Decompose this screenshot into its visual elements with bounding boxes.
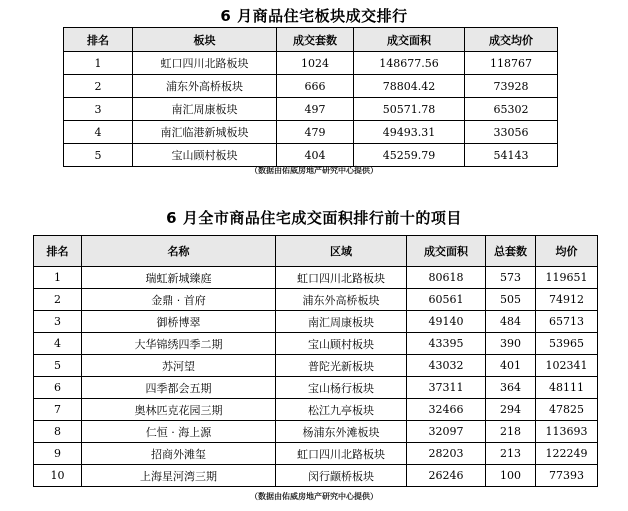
cell-total-units: 364 — [486, 377, 536, 399]
cell-region: 杨浦东外滩板块 — [276, 421, 407, 443]
table-row — [34, 399, 598, 421]
table-row — [64, 98, 558, 121]
cell-region: 普陀光新板块 — [276, 355, 407, 377]
cell-total-units: 100 — [486, 465, 536, 487]
cell-total-units: 401 — [486, 355, 536, 377]
table-row — [34, 377, 598, 399]
header-total-units: 总套数 — [486, 236, 536, 267]
header-avg-price: 成交均价 — [465, 28, 558, 52]
cell-area: 148677.56 — [354, 52, 465, 75]
header-area-region: 区域 — [276, 236, 407, 267]
header-area: 成交面积 — [354, 28, 465, 52]
table-row — [34, 333, 598, 355]
cell-rank: 2 — [34, 289, 82, 311]
table-row — [34, 311, 598, 333]
cell-name: 御桥博翠 — [82, 311, 276, 333]
cell-region: 宝山顾村板块 — [276, 333, 407, 355]
table-row — [34, 267, 598, 289]
table-header-row — [34, 236, 598, 267]
cell-avg-price: 118767 — [465, 52, 558, 75]
header-units: 成交套数 — [277, 28, 354, 52]
cell-block: 虹口四川北路板块 — [133, 52, 277, 75]
cell-region: 南汇周康板块 — [276, 311, 407, 333]
cell-avg-price: 77393 — [536, 465, 598, 487]
header-block: 板块 — [133, 28, 277, 52]
table-header-row — [64, 28, 558, 52]
cell-area: 80618 — [407, 267, 486, 289]
cell-region: 虹口四川北路板块 — [276, 267, 407, 289]
block-ranking-table — [63, 27, 558, 167]
table-row — [34, 355, 598, 377]
cell-area: 60561 — [407, 289, 486, 311]
cell-avg-price: 53965 — [536, 333, 598, 355]
cell-avg-price: 48111 — [536, 377, 598, 399]
cell-area: 45259.79 — [354, 144, 465, 167]
cell-rank: 2 — [64, 75, 133, 98]
header-rank: 排名 — [64, 28, 133, 52]
cell-block: 宝山顾村板块 — [133, 144, 277, 167]
cell-rank: 3 — [34, 311, 82, 333]
cell-region: 浦东外高桥板块 — [276, 289, 407, 311]
cell-region: 闵行颛桥板块 — [276, 465, 407, 487]
header-area: 成交面积 — [407, 236, 486, 267]
cell-region: 虹口四川北路板块 — [276, 443, 407, 465]
cell-area: 28203 — [407, 443, 486, 465]
cell-area: 26246 — [407, 465, 486, 487]
cell-area: 32466 — [407, 399, 486, 421]
cell-avg-price: 102341 — [536, 355, 598, 377]
cell-avg-price: 65713 — [536, 311, 598, 333]
cell-area: 32097 — [407, 421, 486, 443]
cell-rank: 10 — [34, 465, 82, 487]
cell-total-units: 505 — [486, 289, 536, 311]
table-row — [34, 443, 598, 465]
cell-area: 49140 — [407, 311, 486, 333]
cell-rank: 1 — [64, 52, 133, 75]
cell-avg-price: 73928 — [465, 75, 558, 98]
header-avg-price: 均价 — [536, 236, 598, 267]
cell-total-units: 390 — [486, 333, 536, 355]
cell-name: 招商外滩玺 — [82, 443, 276, 465]
cell-area: 49493.31 — [354, 121, 465, 144]
cell-avg-price: 65302 — [465, 98, 558, 121]
cell-name: 苏河望 — [82, 355, 276, 377]
cell-avg-price: 74912 — [536, 289, 598, 311]
cell-name: 大华锦绣四季二期 — [82, 333, 276, 355]
cell-total-units: 484 — [486, 311, 536, 333]
cell-avg-price: 119651 — [536, 267, 598, 289]
cell-block: 南汇周康板块 — [133, 98, 277, 121]
cell-name: 仁恒 · 海上源 — [82, 421, 276, 443]
cell-units: 404 — [277, 144, 354, 167]
cell-rank: 5 — [34, 355, 82, 377]
cell-rank: 8 — [34, 421, 82, 443]
cell-total-units: 294 — [486, 399, 536, 421]
cell-area: 37311 — [407, 377, 486, 399]
cell-avg-price: 113693 — [536, 421, 598, 443]
cell-avg-price: 122249 — [536, 443, 598, 465]
cell-area: 43032 — [407, 355, 486, 377]
cell-name: 四季都会五期 — [82, 377, 276, 399]
cell-total-units: 213 — [486, 443, 536, 465]
table2-title: 6 月全市商品住宅成交面积排行前十的项目 — [166, 209, 462, 227]
table-row — [64, 75, 558, 98]
table-row — [64, 144, 558, 167]
cell-avg-price: 47825 — [536, 399, 598, 421]
header-name: 名称 — [82, 236, 276, 267]
cell-block: 浦东外高桥板块 — [133, 75, 277, 98]
cell-rank: 4 — [64, 121, 133, 144]
table-row — [64, 52, 558, 75]
cell-region: 松江九亭板块 — [276, 399, 407, 421]
header-rank: 排名 — [34, 236, 82, 267]
cell-total-units: 218 — [486, 421, 536, 443]
cell-name: 瑞虹新城臻庭 — [82, 267, 276, 289]
cell-units: 666 — [277, 75, 354, 98]
cell-rank: 3 — [64, 98, 133, 121]
table-row — [34, 465, 598, 487]
project-ranking-table — [33, 235, 598, 487]
table1-source-note: （数据由佑威房地产研究中心提供） — [250, 166, 378, 175]
table-row — [64, 121, 558, 144]
cell-avg-price: 33056 — [465, 121, 558, 144]
cell-name: 金鼎 · 首府 — [82, 289, 276, 311]
cell-rank: 6 — [34, 377, 82, 399]
cell-units: 479 — [277, 121, 354, 144]
cell-area: 43395 — [407, 333, 486, 355]
cell-rank: 9 — [34, 443, 82, 465]
cell-area: 78804.42 — [354, 75, 465, 98]
cell-rank: 1 — [34, 267, 82, 289]
cell-area: 50571.78 — [354, 98, 465, 121]
cell-name: 上海星河湾三期 — [82, 465, 276, 487]
cell-rank: 7 — [34, 399, 82, 421]
cell-block: 南汇临港新城板块 — [133, 121, 277, 144]
table-row — [34, 421, 598, 443]
table2-source-note: （数据由佑威房地产研究中心提供） — [250, 492, 378, 501]
cell-units: 1024 — [277, 52, 354, 75]
cell-units: 497 — [277, 98, 354, 121]
cell-name: 奥林匹克花园三期 — [82, 399, 276, 421]
table1-title: 6 月商品住宅板块成交排行 — [220, 7, 408, 25]
cell-avg-price: 54143 — [465, 144, 558, 167]
table-row — [34, 289, 598, 311]
cell-rank: 4 — [34, 333, 82, 355]
cell-total-units: 573 — [486, 267, 536, 289]
cell-region: 宝山杨行板块 — [276, 377, 407, 399]
cell-rank: 5 — [64, 144, 133, 167]
